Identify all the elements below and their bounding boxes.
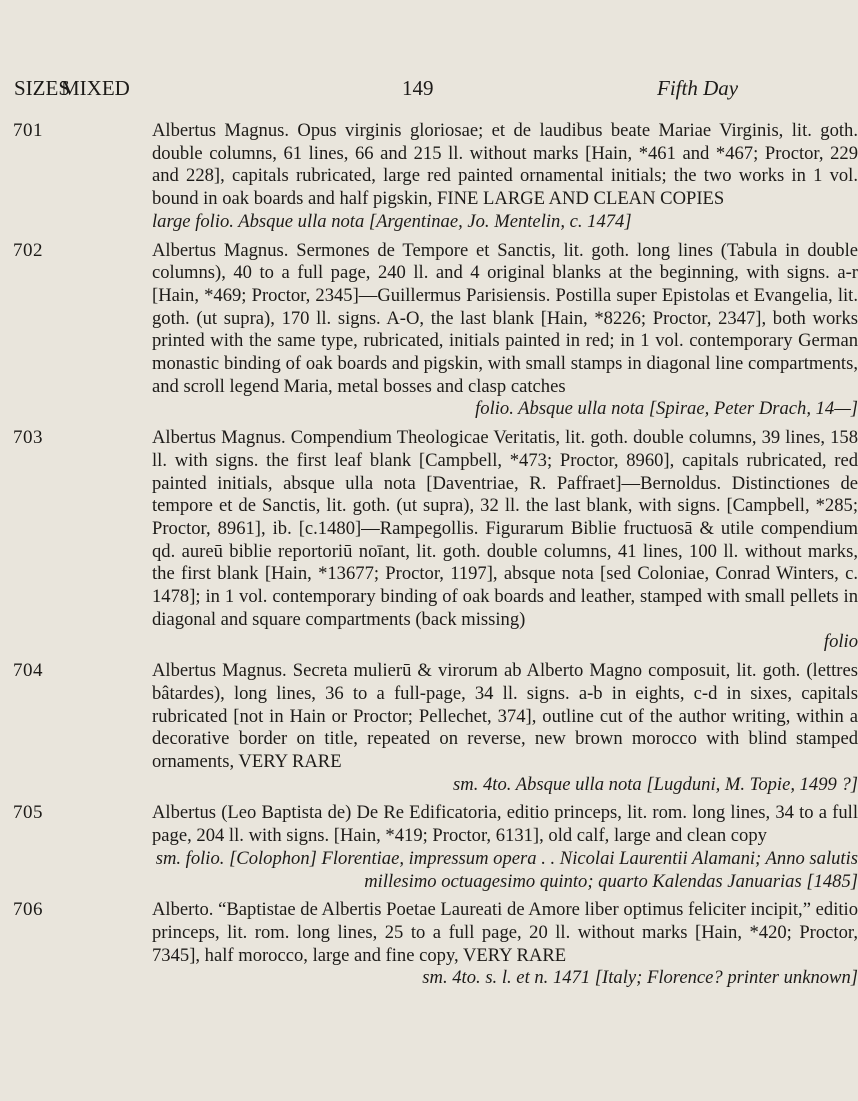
lot-description: Albertus Magnus. Secreta mulierū & virorum ab Alberto Magno composuit, lit. goth. (lettres bâtardes), long lines, 36 to a full-page, 34 ll. signs. a-b in eights, c-d in sixes, capitals rubricated [not in Hain or Proctor; Pellechet, 374], outline cut of the author writing, within a decorative border on title, repeated on reverse, new brown morocco with blind stamped ornaments, VERY RARE [152,660,858,772]
lot-description: Alberto. “Baptistae de Albertis Poetae Laureati de Amore liber optimus feliciter incipit,” editio princeps, lit. rom. long lines, 25 to a full page, 20 ll. without marks [Hain, *420; Proctor, 7345], half morocco, large and fine copy, VERY RARE [152,899,858,966]
lot-description: Albertus (Leo Baptista de) De Re Edificatoria, editio princeps, lit. rom. long lines, 34 to a full page, 204 ll. with signs. [Hain, *419; Proctor, 6131], old calf, large and clean copy [152,802,858,847]
header-sizes: SIZES [14,76,71,100]
lot-size-imprint: folio. Absque ulla nota [Spirae, Peter Drach, 14—] [475,398,858,420]
lot-entry [0,427,858,654]
lot-size-imprint: sm. folio. [Colophon] Florentiae, impressum opera . . Nicolai Laurentii Alamani; Anno salutis millesimo octuagesimo quinto; quarto Kalendas Januarias [1485] [155,847,858,892]
lot-number: 706 [13,899,43,921]
lot-description: Albertus Magnus. Compendium Theologicae Veritatis, lit. goth. double columns, 39 lines, 158 ll. with signs. the first leaf blank [Campbell, *473; Proctor, 8960], capitals rubricated, red painted initials, absque ulla nota [Daventriae, R. Paffraet]—Bernoldus. Distinctiones de tempore et de Sanctis, lit. goth. (ut supra), 32 ll. the last blank, with signs. [Campbell, *285; Proctor, 8961], ib. [c.1480]—Rampegollis. Figurarum Biblie fructuosā & utile compendium qd. aureū biblie reportoriū noīant, lit. goth. double columns, 41 lines, 100 ll. without marks, the first blank [Hain, *13677; Proctor, 1197], absque nota [sed Coloniae, Conrad Winters, c. 1478]; in 1 vol. contemporary binding of oak boards and leather, stamped with small pellets in diagonal and square compartments (back missing) [152,427,858,630]
lot-size-imprint: sm. 4to. Absque ulla nota [Lugduni, M. Topie, 1499 ?] [453,773,858,795]
header-mixed: MIXED [61,76,130,100]
lot-entry [0,802,858,893]
lot-entry [0,660,858,796]
lot-number: 705 [13,802,43,824]
lot-entry [0,120,858,234]
lot-size-imprint: large folio. Absque ulla nota [Argentinae, Jo. Mentelin, c. 1474] [152,210,632,232]
lot-description: Albertus Magnus. Sermones de Tempore et Sanctis, lit. goth. long lines (Tabula in double columns), 40 to a full page, 240 ll. and 4 original blanks at the beginning, with signs. a-r [Hain, *469; Proctor, 2345]—Guillermus Parisiensis. Postilla super Epistolas et Evangelia, lit. goth. (ut supra), 170 ll. signs. A-O, the last blank [Hain, *8226; Proctor, 2347], both works printed with the same type, rubricated, initials painted in red; in 1 vol. contemporary German monastic binding of oak boards and pigskin, with small stamps in diagonal line compartments, and scroll legend Maria, metal bosses and clasp catches [152,239,858,397]
lot-column [0,120,858,996]
lot-number: 702 [13,239,43,261]
lot-number: 701 [13,120,43,141]
running-header [14,76,784,106]
header-day: Fifth Day [657,76,739,100]
lot-size-imprint: folio [823,631,858,653]
lot-description: Albertus Magnus. Opus virginis gloriosae; et de laudibus beate Mariae Virginis, lit. goth. double columns, 61 lines, 66 and 215 ll. without marks [Hain, *461 and *467; Proctor, 229 and 228], capitals rubricated, large red painted ornamental initials; the two works in 1 vol. bound in oak boards and half pigskin, FINE LARGE AND CLEAN COPIES [152,120,858,210]
page-number: 149 [402,76,434,100]
lot-entry [0,239,858,422]
lot-entry [0,899,858,990]
lot-number: 704 [13,660,43,682]
lot-number: 703 [13,427,43,449]
lot-size-imprint: sm. 4to. s. l. et n. 1471 [Italy; Florence? printer unknown] [422,967,858,989]
